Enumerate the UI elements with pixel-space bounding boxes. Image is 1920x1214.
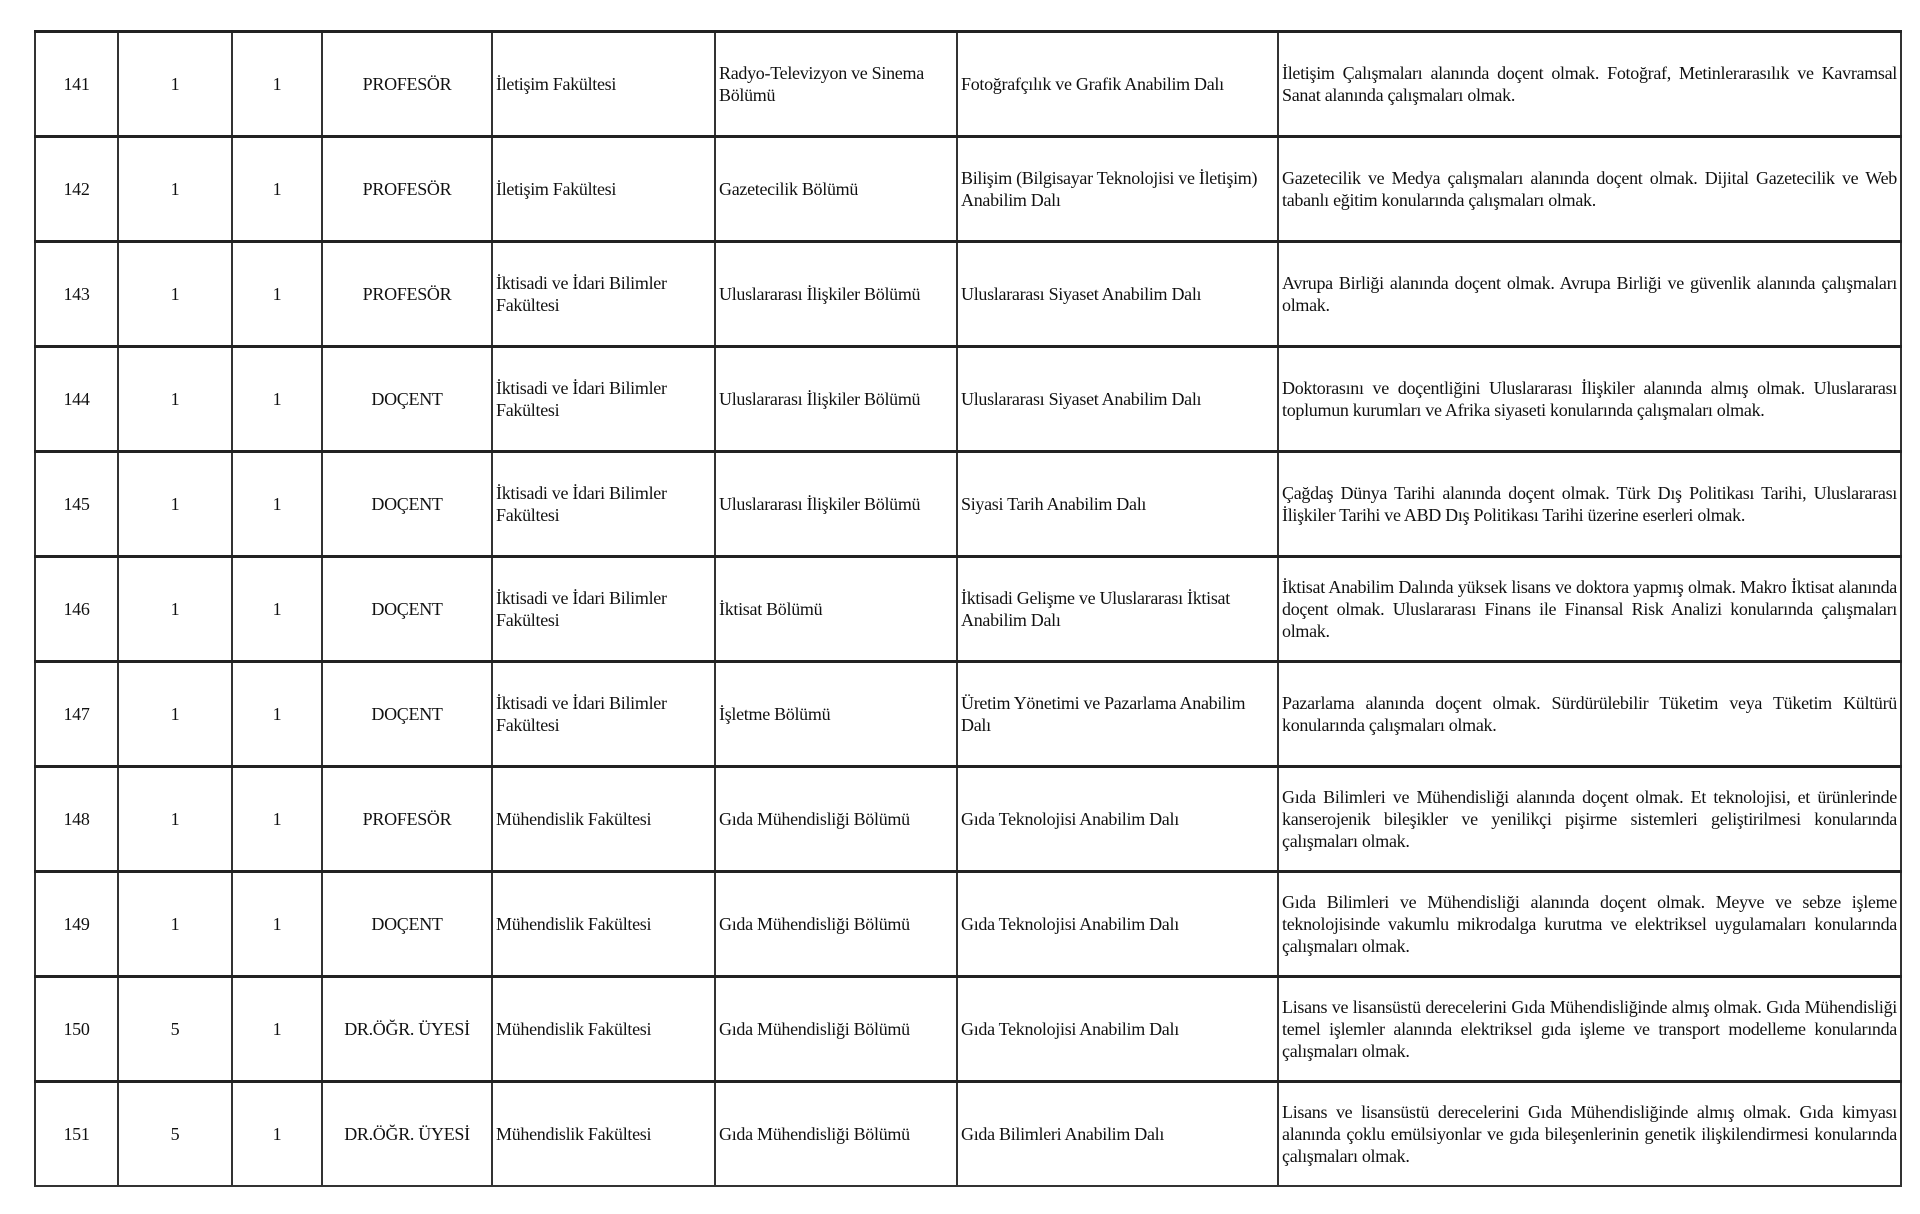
position-count-cell: 1 [118, 557, 232, 662]
faculty-cell: İletişim Fakültesi [492, 137, 715, 242]
degree-cell: 1 [232, 1082, 322, 1187]
division-cell: Uluslararası Siyaset Anabilim Dalı [957, 242, 1278, 347]
requirements-cell: Gıda Bilimleri ve Mühendisliği alanında doçent olmak. Meyve ve sebze işleme teknolojisinde vakumlu mikrodalga kurutma ve elektriksel uygulamaları konularında çalışmaları olmak. [1278, 872, 1901, 977]
title-cell: PROFESÖR [322, 137, 492, 242]
department-cell: Radyo-Televizyon ve Sinema Bölümü [715, 32, 957, 137]
row-number-cell: 147 [35, 662, 118, 767]
row-number-cell: 144 [35, 347, 118, 452]
position-count-cell: 1 [118, 32, 232, 137]
title-cell: DOÇENT [322, 872, 492, 977]
table-row [35, 137, 1901, 242]
degree-cell: 1 [232, 557, 322, 662]
division-cell: Fotoğrafçılık ve Grafik Anabilim Dalı [957, 32, 1278, 137]
degree-cell: 1 [232, 767, 322, 872]
department-cell: Gıda Mühendisliği Bölümü [715, 767, 957, 872]
position-count-cell: 5 [118, 1082, 232, 1187]
requirements-cell: Avrupa Birliği alanında doçent olmak. Avrupa Birliği ve güvenlik alanında çalışmaları olmak. [1278, 242, 1901, 347]
requirements-cell: Lisans ve lisansüstü derecelerini Gıda Mühendisliğinde almış olmak. Gıda kimyası alanında çoklu emülsiyonlar ve gıda bileşenlerinin genetik ilişkilendirmesi konularında çalışmaları olmak. [1278, 1082, 1901, 1187]
row-number-cell: 145 [35, 452, 118, 557]
position-count-cell: 1 [118, 662, 232, 767]
row-number-cell: 148 [35, 767, 118, 872]
positions-table [34, 30, 1902, 1187]
row-number-cell: 142 [35, 137, 118, 242]
title-cell: DOÇENT [322, 347, 492, 452]
division-cell: Üretim Yönetimi ve Pazarlama Anabilim Dalı [957, 662, 1278, 767]
division-cell: İktisadi Gelişme ve Uluslararası İktisat Anabilim Dalı [957, 557, 1278, 662]
table-row [35, 347, 1901, 452]
title-cell: PROFESÖR [322, 32, 492, 137]
requirements-cell: Gıda Bilimleri ve Mühendisliği alanında doçent olmak. Et teknolojisi, et ürünlerinde kanserojenik bileşikler ve yenilikçi pişirme sistemleri geliştirilmesi konularında çalışmaları olmak. [1278, 767, 1901, 872]
requirements-cell: İletişim Çalışmaları alanında doçent olmak. Fotoğraf, Metinlerarasılık ve Kavramsal Sanat alanında çalışmaları olmak. [1278, 32, 1901, 137]
title-cell: DOÇENT [322, 557, 492, 662]
faculty-cell: Mühendislik Fakültesi [492, 977, 715, 1082]
degree-cell: 1 [232, 452, 322, 557]
table-row [35, 872, 1901, 977]
degree-cell: 1 [232, 32, 322, 137]
faculty-cell: Mühendislik Fakültesi [492, 1082, 715, 1187]
faculty-cell: İktisadi ve İdari Bilimler Fakültesi [492, 557, 715, 662]
table-row [35, 452, 1901, 557]
row-number-cell: 143 [35, 242, 118, 347]
row-number-cell: 146 [35, 557, 118, 662]
position-count-cell: 1 [118, 452, 232, 557]
degree-cell: 1 [232, 977, 322, 1082]
title-cell: DR.ÖĞR. ÜYESİ [322, 977, 492, 1082]
department-cell: Uluslararası İlişkiler Bölümü [715, 347, 957, 452]
title-cell: PROFESÖR [322, 242, 492, 347]
division-cell: Gıda Bilimleri Anabilim Dalı [957, 1082, 1278, 1187]
requirements-cell: İktisat Anabilim Dalında yüksek lisans ve doktora yapmış olmak. Makro İktisat alanında doçent olmak. Uluslararası Finans ile Finansal Risk Analizi konularında çalışmaları olmak. [1278, 557, 1901, 662]
department-cell: Gıda Mühendisliği Bölümü [715, 977, 957, 1082]
faculty-cell: Mühendislik Fakültesi [492, 872, 715, 977]
title-cell: PROFESÖR [322, 767, 492, 872]
department-cell: Gıda Mühendisliği Bölümü [715, 872, 957, 977]
department-cell: Gıda Mühendisliği Bölümü [715, 1082, 957, 1187]
row-number-cell: 141 [35, 32, 118, 137]
degree-cell: 1 [232, 242, 322, 347]
faculty-cell: İktisadi ve İdari Bilimler Fakültesi [492, 347, 715, 452]
department-cell: İktisat Bölümü [715, 557, 957, 662]
faculty-cell: Mühendislik Fakültesi [492, 767, 715, 872]
department-cell: İşletme Bölümü [715, 662, 957, 767]
requirements-cell: Çağdaş Dünya Tarihi alanında doçent olmak. Türk Dış Politikası Tarihi, Uluslararası İlişkiler Tarihi ve ABD Dış Politikası Tarihi üzerine eserleri olmak. [1278, 452, 1901, 557]
table-row [35, 977, 1901, 1082]
table-row [35, 1082, 1901, 1187]
degree-cell: 1 [232, 662, 322, 767]
requirements-cell: Gazetecilik ve Medya çalışmaları alanında doçent olmak. Dijital Gazetecilik ve Web tabanlı eğitim konularında çalışmaları olmak. [1278, 137, 1901, 242]
title-cell: DR.ÖĞR. ÜYESİ [322, 1082, 492, 1187]
title-cell: DOÇENT [322, 662, 492, 767]
degree-cell: 1 [232, 872, 322, 977]
faculty-cell: İktisadi ve İdari Bilimler Fakültesi [492, 662, 715, 767]
requirements-cell: Pazarlama alanında doçent olmak. Sürdürülebilir Tüketim veya Tüketim Kültürü konularında çalışmaları olmak. [1278, 662, 1901, 767]
table-row [35, 242, 1901, 347]
position-count-cell: 5 [118, 977, 232, 1082]
division-cell: Bilişim (Bilgisayar Teknolojisi ve İletişim) Anabilim Dalı [957, 137, 1278, 242]
table-row [35, 32, 1901, 137]
row-number-cell: 149 [35, 872, 118, 977]
faculty-cell: İktisadi ve İdari Bilimler Fakültesi [492, 452, 715, 557]
degree-cell: 1 [232, 347, 322, 452]
table-row [35, 767, 1901, 872]
position-count-cell: 1 [118, 767, 232, 872]
division-cell: Gıda Teknolojisi Anabilim Dalı [957, 872, 1278, 977]
faculty-cell: İktisadi ve İdari Bilimler Fakültesi [492, 242, 715, 347]
requirements-cell: Doktorasını ve doçentliğini Uluslararası İlişkiler alanında almış olmak. Uluslararası toplumun kurumları ve Afrika siyaseti konularında çalışmaları olmak. [1278, 347, 1901, 452]
department-cell: Gazetecilik Bölümü [715, 137, 957, 242]
requirements-cell: Lisans ve lisansüstü derecelerini Gıda Mühendisliğinde almış olmak. Gıda Mühendisliği temel işlemler alanında elektriksel gıda işleme ve transport modelleme konularında çalışmaları olmak. [1278, 977, 1901, 1082]
department-cell: Uluslararası İlişkiler Bölümü [715, 242, 957, 347]
faculty-cell: İletişim Fakültesi [492, 32, 715, 137]
position-count-cell: 1 [118, 347, 232, 452]
table-row [35, 662, 1901, 767]
row-number-cell: 150 [35, 977, 118, 1082]
table-row [35, 557, 1901, 662]
division-cell: Siyasi Tarih Anabilim Dalı [957, 452, 1278, 557]
division-cell: Gıda Teknolojisi Anabilim Dalı [957, 767, 1278, 872]
division-cell: Gıda Teknolojisi Anabilim Dalı [957, 977, 1278, 1082]
position-count-cell: 1 [118, 872, 232, 977]
division-cell: Uluslararası Siyaset Anabilim Dalı [957, 347, 1278, 452]
row-number-cell: 151 [35, 1082, 118, 1187]
position-count-cell: 1 [118, 137, 232, 242]
position-count-cell: 1 [118, 242, 232, 347]
department-cell: Uluslararası İlişkiler Bölümü [715, 452, 957, 557]
title-cell: DOÇENT [322, 452, 492, 557]
degree-cell: 1 [232, 137, 322, 242]
